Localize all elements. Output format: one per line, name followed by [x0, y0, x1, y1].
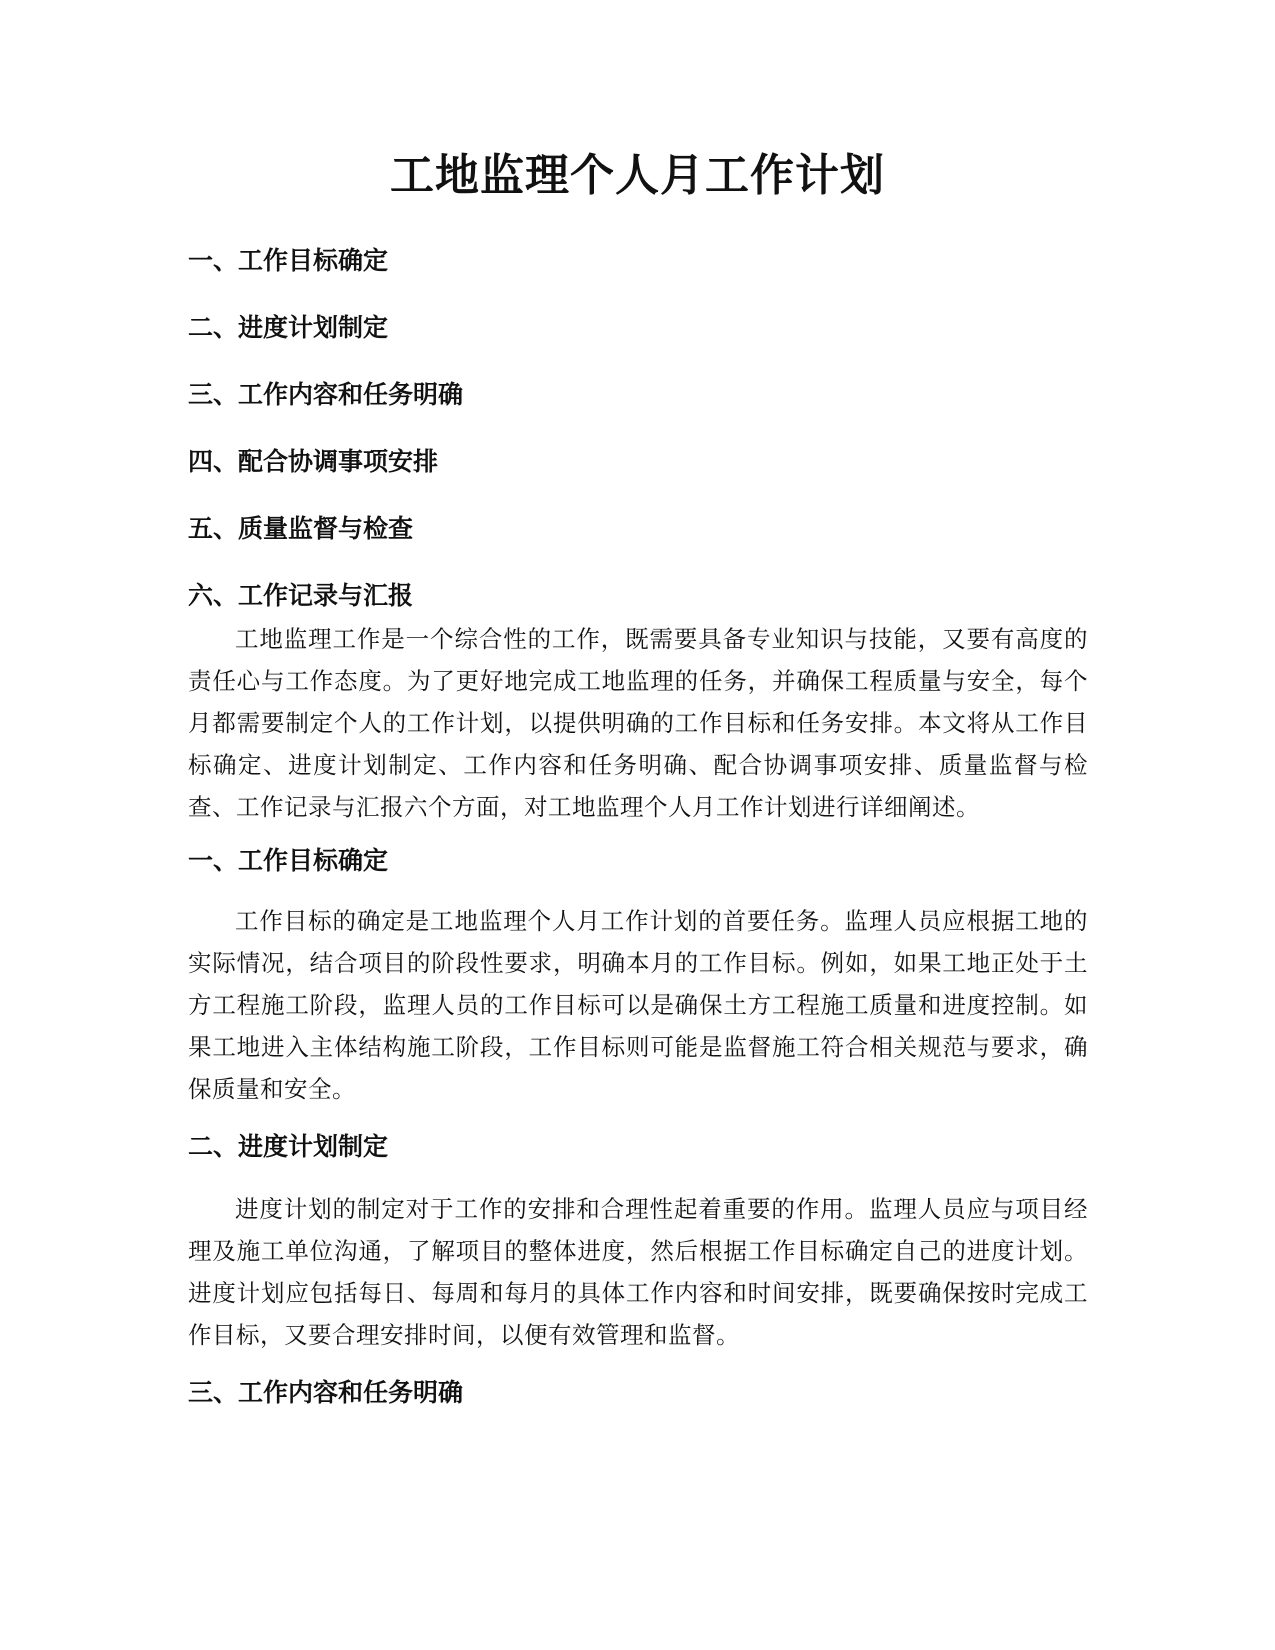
document-title: 工地监理个人月工作计划 — [390, 150, 885, 201]
toc-item: 五、质量监督与检查 — [188, 514, 414, 543]
toc-item: 二、进度计划制定 — [188, 313, 389, 342]
section-heading-goals: 一、工作目标确定 — [188, 846, 389, 875]
section-heading-tasks: 三、工作内容和任务明确 — [188, 1378, 464, 1407]
toc-item: 三、工作内容和任务明确 — [188, 380, 464, 409]
section-paragraph: 工作目标的确定是工地监理个人月工作计划的首要任务。监理人员应根据工地的实际情况，结合项目的阶段性要求，明确本月的工作目标。例如，如果工地正处于土方工程施工阶段，监理人员的工作目标可以是确保土方工程施工质量和进度控制。如果工地进入主体结构施工阶段，工作目标则可能是监督施工符合相关规范与要求，确保质量和安全。 — [188, 907, 1088, 1103]
section-heading-schedule: 二、进度计划制定 — [188, 1132, 389, 1161]
intro-paragraph: 工地监理工作是一个综合性的工作，既需要具备专业知识与技能，又要有高度的责任心与工作态度。为了更好地完成工地监理的任务，并确保工程质量与安全，每个月都需要制定个人的工作计划，以提供明确的工作目标和任务安排。本文将从工作目标确定、进度计划制定、工作内容和任务明确、配合协调事项安排、质量监督与检查、工作记录与汇报六个方面，对工地监理个人月工作计划进行详细阐述。 — [188, 625, 1088, 821]
section-body-goals — [188, 900, 1088, 1110]
section-body-schedule — [188, 1188, 1088, 1356]
toc-item: 四、配合协调事项安排 — [188, 447, 439, 476]
intro-section — [188, 618, 1088, 828]
section-paragraph: 进度计划的制定对于工作的安排和合理性起着重要的作用。监理人员应与项目经理及施工单位沟通，了解项目的整体进度，然后根据工作目标确定自己的进度计划。进度计划应包括每日、每周和每月的具体工作内容和时间安排，既要确保按时完成工作目标，又要合理安排时间，以便有效管理和监督。 — [188, 1195, 1088, 1349]
table-of-contents — [188, 244, 1088, 646]
toc-item: 六、工作记录与汇报 — [188, 581, 414, 610]
toc-item: 一、工作目标确定 — [188, 246, 389, 275]
